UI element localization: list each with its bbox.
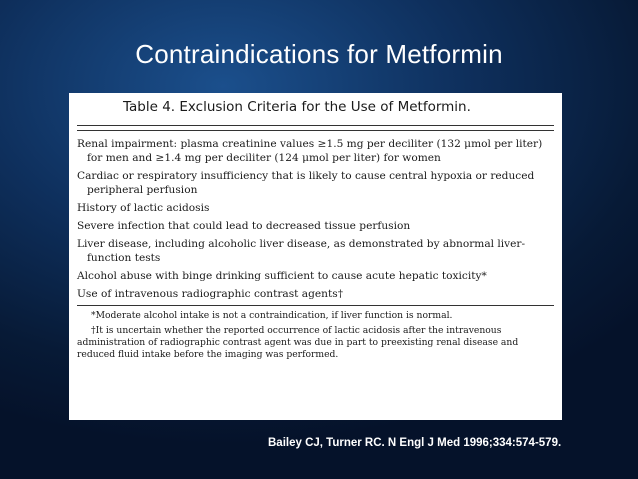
footnote: †It is uncertain whether the reported occurrence of lactic acidosis after the intravenous administration of radiographic contrast agent was due in part to preexisting renal disease and reduced fluid intake before the imaging was performed.	[77, 325, 519, 360]
criteria-item: Liver disease, including alcoholic liver disease, as demonstrated by abnormal liver-function tests	[77, 238, 526, 264]
citation: Bailey CJ, Turner RC. N Engl J Med 1996;334:574-579.	[268, 437, 562, 449]
criteria-item: History of lactic acidosis	[77, 202, 210, 214]
footnote: *Moderate alcohol intake is not a contraindication, if liver function is normal.	[91, 310, 453, 321]
criteria-item: Severe infection that could lead to decreased tissue perfusion	[77, 220, 411, 232]
footnotes	[77, 306, 554, 361]
slide-title: Contraindications for Metformin	[135, 39, 503, 69]
criteria-list	[77, 131, 554, 301]
table-image	[69, 93, 562, 420]
criteria-item: Cardiac or respiratory insufficiency that is likely to cause central hypoxia or reduced peripheral perfusion	[77, 170, 535, 196]
table-caption: Table 4. Exclusion Criteria for the Use of Metformin.	[123, 99, 471, 115]
criteria-item: Alcohol abuse with binge drinking sufficient to cause acute hepatic toxicity*	[77, 270, 487, 282]
top-rule-thick	[77, 125, 554, 126]
criteria-item: Renal impairment: plasma creatinine values ≥1.5 mg per deciliter (132 μmol per liter) for men and ≥1.4 mg per deciliter (124 μmol per liter) for women	[77, 138, 543, 164]
criteria-item: Use of intravenous radiographic contrast agents†	[77, 288, 343, 300]
